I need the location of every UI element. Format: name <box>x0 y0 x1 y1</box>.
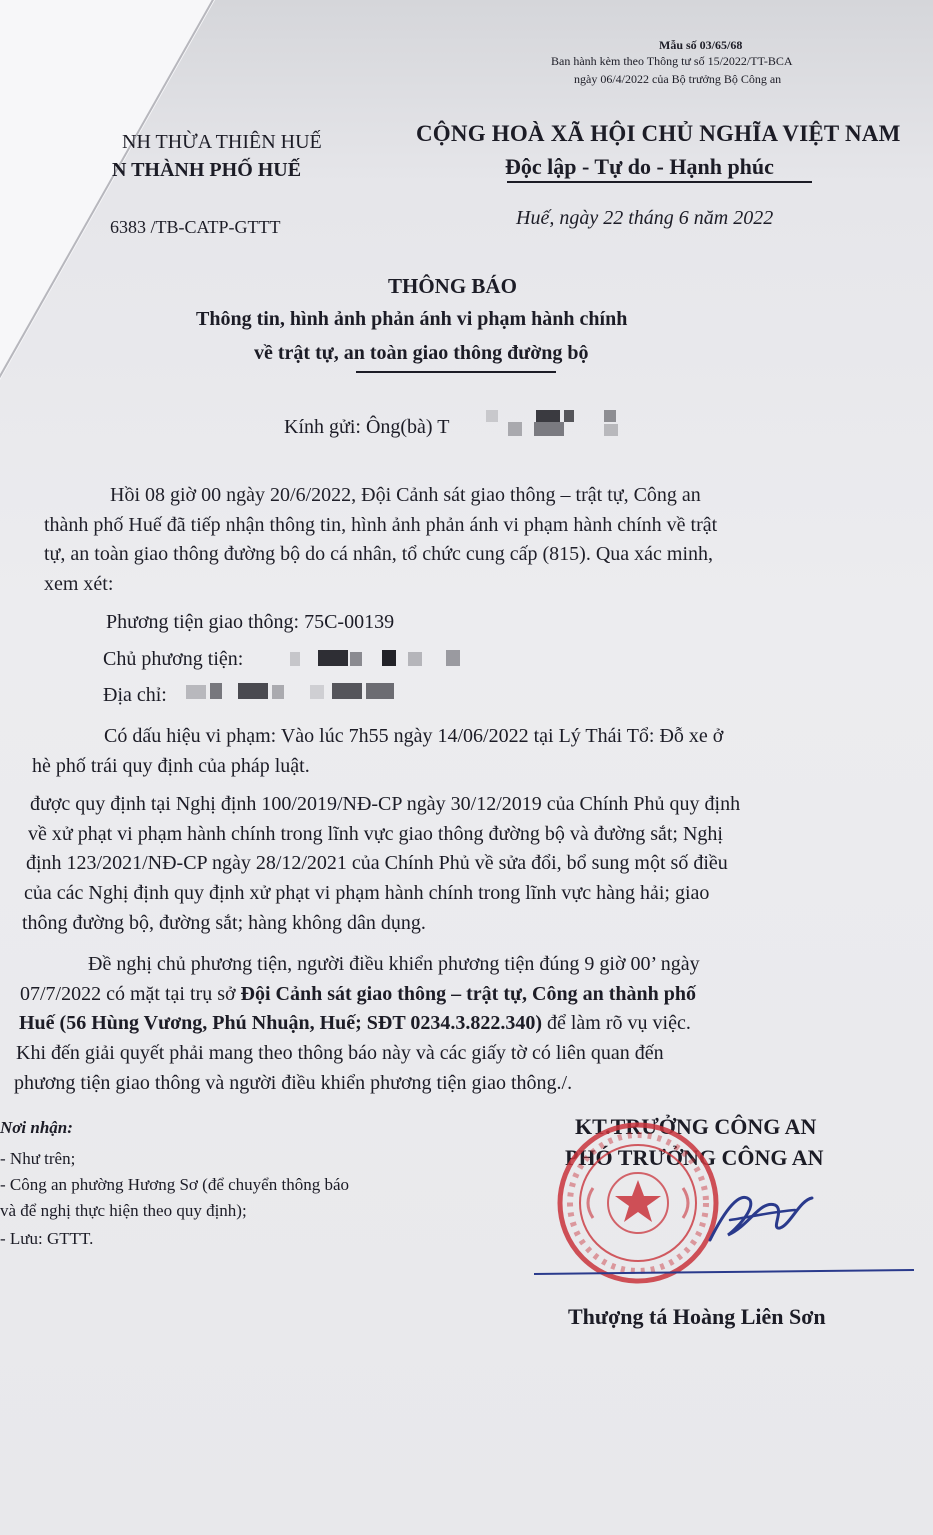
law-line2: về xử phạt vi phạm hành chính trong lĩnh vực giao thông đường bộ và đường sắt; Nghị <box>28 823 723 845</box>
agency-line1: NH THỪA THIÊN HUẾ <box>122 131 322 153</box>
intro-line1: Hồi 08 giờ 00 ngày 20/6/2022, Đội Cảnh sát giao thông – trật tự, Công an <box>110 484 701 506</box>
redacted-name <box>478 408 638 444</box>
nation-motto: Độc lập - Tự do - Hạnh phúc <box>505 154 774 179</box>
owner-label: Chủ phương tiện: <box>103 648 244 670</box>
law-line5: thông đường bộ, đường sắt; hàng không dân dụng. <box>22 912 426 934</box>
request-line2 <box>20 983 696 1006</box>
request-line3 <box>19 1012 691 1035</box>
request-line2-text: 07/7/2022 có mặt tại trụ sở <box>20 983 241 1005</box>
recipients-label: Nơi nhận: <box>0 1118 73 1137</box>
subtitle-underline <box>356 371 556 373</box>
law-line1: được quy định tại Nghị định 100/2019/NĐ-CP ngày 30/12/2019 của Chính Phủ quy định <box>30 793 741 815</box>
request-line3-text: để làm rõ vụ việc. <box>542 1012 691 1034</box>
request-line1: Đề nghị chủ phương tiện, người điều khiển phương tiện đúng 9 giờ 00’ ngày <box>88 953 700 975</box>
recipient-item: - Lưu: GTTT. <box>0 1229 94 1248</box>
violation-line2: hè phố trái quy định của pháp luật. <box>32 755 310 777</box>
place-date: Huế, ngày 22 tháng 6 năm 2022 <box>516 207 774 229</box>
form-issued-line2: ngày 06/4/2022 của Bộ trưởng Bộ Công an <box>574 72 782 86</box>
signature-title-line1: KT.TRƯỞNG CÔNG AN <box>575 1114 817 1139</box>
recipient-item: - Như trên; <box>0 1149 76 1168</box>
signature-title-line2: PHÓ TRƯỞNG CÔNG AN <box>565 1145 824 1170</box>
handwritten-signature <box>700 1180 820 1260</box>
nation-title: CỘNG HOÀ XÃ HỘI CHỦ NGHĨA VIỆT NAM <box>416 121 901 146</box>
redacted-owner <box>290 650 465 670</box>
request-line4: Khi đến giải quyết phải mang theo thông báo này và các giấy tờ có liên quan đến <box>16 1042 664 1064</box>
document-subtitle-line1: Thông tin, hình ảnh phản ánh vi phạm hành chính <box>196 308 628 330</box>
redacted-address <box>186 683 401 703</box>
addressee: Kính gửi: Ông(bà) T <box>284 416 450 438</box>
agency-line2: N THÀNH PHỐ HUẾ <box>112 159 302 181</box>
request-line3-bold: Huế (56 Hùng Vương, Phú Nhuận, Huế; SĐT 0234.3.822.340) <box>19 1012 542 1034</box>
violation-line1: Có dấu hiệu vi phạm: Vào lúc 7h55 ngày 14/06/2022 tại Lý Thái Tổ: Đỗ xe ở <box>104 725 724 747</box>
document-subtitle-line2: về trật tự, an toàn giao thông đường bộ <box>254 342 589 364</box>
official-seal <box>553 1118 723 1288</box>
document-number: 6383 /TB-CATP-GTTT <box>110 217 281 237</box>
motto-underline <box>507 181 812 183</box>
form-code: Mẫu số 03/65/68 <box>659 38 743 52</box>
intro-line2: thành phố Huế đã tiếp nhận thông tin, hình ảnh phản ánh vi phạm hành chính về trật <box>44 513 718 536</box>
intro-line3: tự, an toàn giao thông đường bộ do cá nhân, tổ chức cung cấp (815). Qua xác minh, <box>44 543 714 565</box>
form-issued-line1: Ban hành kèm theo Thông tư số 15/2022/TT-BCA <box>551 54 793 68</box>
vehicle-plate: Phương tiện giao thông: 75C-00139 <box>106 611 395 633</box>
request-line5: phương tiện giao thông và người điều khiển phương tiện giao thông./. <box>14 1072 573 1094</box>
recipient-item: - Công an phường Hương Sơ (để chuyển thông báo <box>0 1175 349 1194</box>
signer-name: Thượng tá Hoàng Liên Sơn <box>568 1304 826 1329</box>
document-title: THÔNG BÁO <box>388 274 517 298</box>
request-line2-bold: Đội Cảnh sát giao thông – trật tự, Công an thành phố <box>240 983 696 1005</box>
paragraph-intro <box>44 481 889 599</box>
recipient-item: và để nghị thực hiện theo quy định); <box>0 1201 247 1220</box>
intro-line4: xem xét: <box>44 572 114 595</box>
address-label: Địa chỉ: <box>103 684 167 706</box>
folded-page-corner <box>0 0 215 380</box>
law-line4: của các Nghị định quy định xử phạt vi phạm hành chính trong lĩnh vực hàng hải; giao <box>24 882 710 904</box>
law-line3: định 123/2021/NĐ-CP ngày 28/12/2021 của Chính Phủ về sửa đổi, bổ sung một số điều <box>26 852 728 874</box>
